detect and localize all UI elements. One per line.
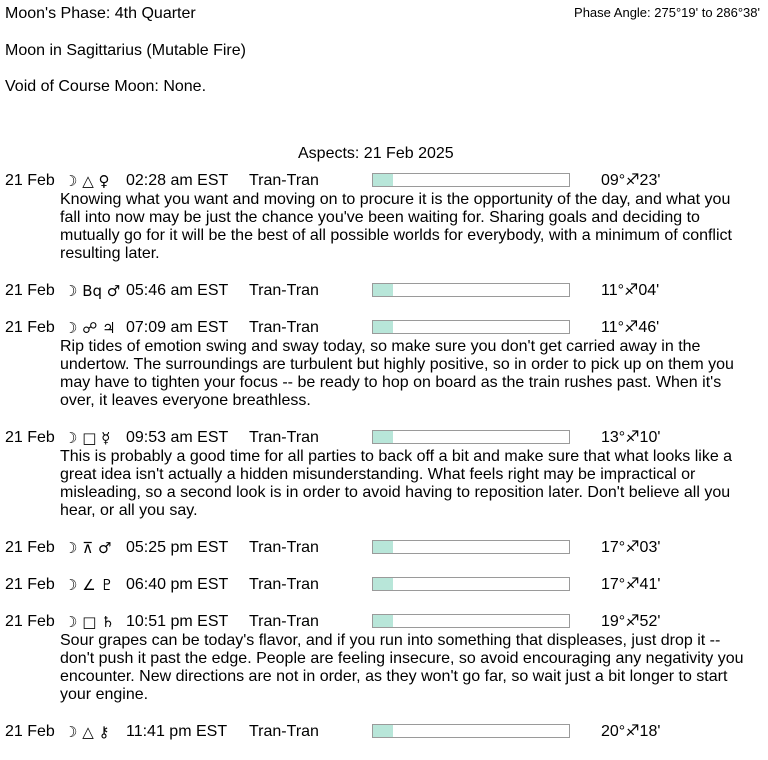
aspect-date: 21 Feb	[5, 539, 55, 556]
aspect-date: 21 Feb	[5, 319, 55, 336]
aspect-progress-fill	[373, 284, 393, 296]
aspect-progress-fill	[373, 541, 393, 553]
aspect-progress-fill	[373, 725, 393, 737]
aspect-progress-bar	[372, 173, 570, 187]
aspect-row	[0, 613, 768, 631]
aspect-glyph: ☽ ∠ ♇	[64, 576, 114, 594]
aspect-time: 07:09 am EST	[126, 319, 229, 336]
aspect-entry	[0, 576, 768, 594]
aspect-glyph: ☽ △ ♀	[64, 172, 110, 190]
aspect-time: 11:41 pm EST	[126, 723, 228, 740]
aspect-date: 21 Feb	[5, 282, 55, 299]
aspect-progress-fill	[373, 431, 393, 443]
aspect-progress-fill	[373, 578, 393, 590]
aspect-time: 06:40 pm EST	[126, 576, 229, 593]
aspect-entry	[0, 282, 768, 300]
aspect-description: Sour grapes can be today's flavor, and if you run into something that displeases, just drop it -- don't push it past the edge. People are feeling insecure, so avoid encouraging any negativity you encounter. New directions are not in order, as they won't go far, so wait just a bit longer to start your engine.	[60, 632, 744, 703]
aspect-position: 11°♐46'	[601, 319, 660, 336]
aspect-date: 21 Feb	[5, 576, 55, 593]
aspect-type: Tran-Tran	[249, 539, 319, 556]
aspect-type: Tran-Tran	[249, 723, 319, 740]
aspect-progress-bar	[372, 614, 570, 628]
aspect-type: Tran-Tran	[249, 319, 319, 336]
aspect-description: This is probably a good time for all parties to back off a bit and make sure that what looks like a great idea isn't actually a hidden misunderstanding. What feels right may be impractical or misleading, so a second look is in order to avoid having to reposition later. Don't believe all you hear, or all you say.	[60, 448, 733, 519]
aspect-position: 19°♐52'	[601, 613, 661, 630]
aspect-date: 21 Feb	[5, 172, 55, 189]
aspect-row	[0, 319, 768, 337]
aspect-progress-fill	[373, 321, 393, 333]
aspect-type: Tran-Tran	[249, 429, 319, 446]
aspect-progress-bar	[372, 320, 570, 334]
aspects-title: Aspects: 21 Feb 2025	[298, 145, 454, 162]
aspect-glyph: ☽ Bq ♂	[64, 282, 121, 300]
aspect-progress-bar	[372, 430, 570, 444]
aspect-row	[0, 539, 768, 557]
aspect-glyph: ☽ □ ☿	[64, 429, 111, 447]
aspect-glyph: ☽ △ ⚷	[64, 723, 110, 741]
aspect-position: 17°♐41'	[601, 576, 661, 593]
aspect-entry	[0, 429, 768, 520]
aspect-progress-bar	[372, 577, 570, 591]
aspect-position: 09°♐23'	[601, 172, 661, 189]
aspect-entry	[0, 539, 768, 557]
moon-phase: Moon's Phase: 4th Quarter	[5, 5, 196, 22]
aspect-time: 05:46 am EST	[126, 282, 229, 299]
aspect-description: Knowing what you want and moving on to procure it is the opportunity of the day, and what you fall into now may be just the chance you've been waiting for. Sharing goals and deciding to mutually go for it will be the best of all possible worlds for everybody, with a minimum of conflict resulting later.	[60, 191, 732, 262]
aspect-position: 20°♐18'	[601, 723, 661, 740]
aspect-type: Tran-Tran	[249, 613, 319, 630]
phase-angle: Phase Angle: 275°19' to 286°38'	[574, 5, 760, 20]
aspect-progress-bar	[372, 540, 570, 554]
aspect-date: 21 Feb	[5, 429, 55, 446]
aspect-list	[0, 172, 768, 760]
aspect-type: Tran-Tran	[249, 282, 319, 299]
aspect-row	[0, 282, 768, 300]
aspect-time: 05:25 pm EST	[126, 539, 229, 556]
aspect-position: 11°♐04'	[601, 282, 660, 299]
aspect-time: 10:51 pm EST	[126, 613, 229, 630]
aspect-position: 17°♐03'	[601, 539, 661, 556]
aspect-type: Tran-Tran	[249, 576, 319, 593]
aspect-description: Rip tides of emotion swing and sway today, so make sure you don't get carried away in the undertow. The surroundings are turbulent but highly positive, so in order to pick up on them you may have to tighten your focus -- be ready to hop on board as the train rushes past. When it's over, it leaves everyone breathless.	[60, 338, 734, 409]
aspect-row	[0, 172, 768, 190]
aspect-entry	[0, 613, 768, 704]
aspect-entry	[0, 172, 768, 263]
aspect-date: 21 Feb	[5, 723, 55, 740]
aspect-glyph: ☽ ⊼ ♂	[64, 539, 112, 557]
aspect-progress-bar	[372, 283, 570, 297]
aspect-row	[0, 576, 768, 594]
aspect-type: Tran-Tran	[249, 172, 319, 189]
aspect-glyph: ☽ ☍ ♃	[64, 319, 116, 337]
aspect-entry	[0, 319, 768, 410]
aspect-progress-fill	[373, 615, 393, 627]
aspect-date: 21 Feb	[5, 613, 55, 630]
moon-sign: Moon in Sagittarius (Mutable Fire)	[5, 42, 246, 59]
aspect-position: 13°♐10'	[601, 429, 661, 446]
aspect-time: 09:53 am EST	[126, 429, 229, 446]
aspect-glyph: ☽ □ ♄	[64, 613, 115, 631]
aspect-entry	[0, 723, 768, 741]
aspect-row	[0, 723, 768, 741]
aspect-progress-fill	[373, 174, 393, 186]
aspect-time: 02:28 am EST	[126, 172, 229, 189]
aspect-progress-bar	[372, 724, 570, 738]
aspect-row	[0, 429, 768, 447]
void-of-course: Void of Course Moon: None.	[5, 78, 207, 95]
